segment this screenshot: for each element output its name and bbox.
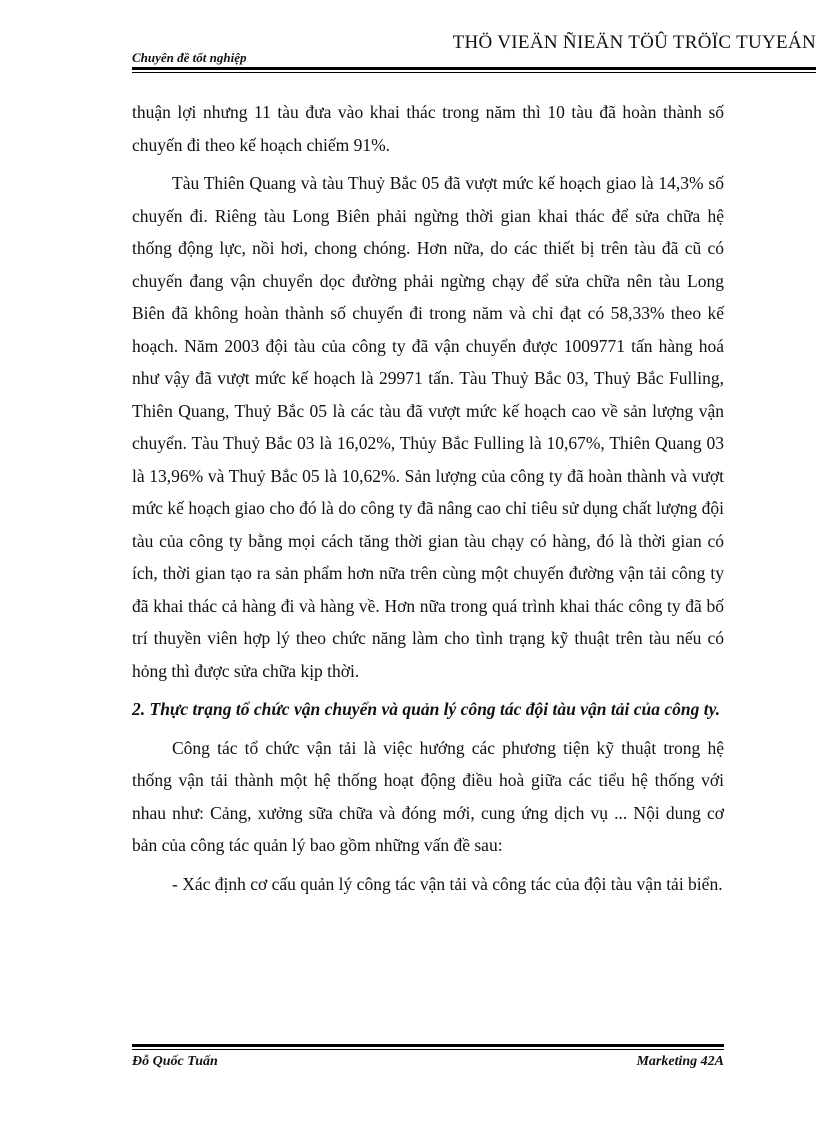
footer-rule: [132, 1044, 724, 1047]
footer-rule-thin: [132, 1049, 724, 1050]
document-body: [132, 96, 724, 906]
header-rule-thin: [132, 72, 816, 73]
body-paragraph: thuận lợi nhưng 11 tàu đưa vào khai thác trong năm thì 10 tàu đã hoàn thành số chuyến đi theo kế hoạch chiếm 91%.: [132, 102, 724, 155]
body-paragraph: Tàu Thiên Quang và tàu Thuỷ Bắc 05 đã vượt mức kế hoạch giao là 14,3% số chuyến đi. Riêng tàu Long Biên phải ngừng thời gian khai thác để sửa chữa hệ thống động lực, nồi hơi, chong chóng. Hơn nữa, do các thiết bị trên tàu đã cũ có chuyến đang vận chuyển dọc đường phải ngừng chạy để sửa chữa nên tàu Long Biên đã không hoàn thành số chuyến đi trong năm và chỉ đạt có 58,33% theo kế hoạch. Năm 2003 đội tàu của công ty đã vận chuyển được 1009771 tấn hàng hoá như vậy đã vượt mức kế hoạch là 29971 tấn. Tàu Thuỷ Bắc 03, Thuỷ Bắc Fulling, Thiên Quang, Thuỷ Bắc 05 là các tàu đã vượt mức kế hoạch cao về sản lượng vận chuyển. Tàu Thuỷ Bắc 03 là 16,02%, Thủy Bắc Fulling là 10,67%, Thiên Quang 03 là 13,96% và Thuỷ Bắc 05 là 10,62%. Sản lượng của công ty đã hoàn thành và vượt mức kế hoạch giao cho đó là do công ty đã nâng cao chỉ tiêu sử dụng chất lượng đội tàu của công ty bằng mọi cách tăng thời gian tàu chạy có hàng, đó là thời gian có ích, thời gian tạo ra sản phẩm hơn nữa trên cùng một chuyến đường vận tải công ty đã khai thác cả hàng đi và hàng về. Hơn nữa trong quá trình khai thác công ty đã bố trí thuyền viên hợp lý theo chức năng làm cho tình trạng kỹ thuật trên tàu nếu có hỏng thì được sửa chữa kịp thời.: [132, 173, 724, 681]
header-library-name: THÖ VIEÄN ÑIEÄN TÖÛ TRÖÏC TUYEÁN: [452, 32, 816, 53]
body-paragraph: Công tác tổ chức vận tải là việc hướng các phương tiện kỹ thuật trong hệ thống vận tải thành một hệ thống hoạt động điều hoà giữa các tiểu hệ thống với nhau như: Cảng, xưởng sữa chữa và đóng mới, cung ứng dịch vụ ... Nội dung cơ bản của công tác quản lý bao gồm những vấn đề sau:: [132, 737, 724, 855]
body-paragraph: - Xác định cơ cấu quản lý công tác vận tải và công tác của đội tàu vận tải biển.: [172, 873, 723, 894]
section-heading: 2. Thực trạng tổ chức vận chuyển và quản lý công tác đội tàu vận tải của công ty.: [132, 699, 721, 719]
footer-class: Marketing 42A: [636, 1054, 724, 1069]
header-title: Chuyên đề tốt nghiệp: [132, 50, 247, 65]
header-rule: [132, 67, 816, 70]
footer-author: Đỗ Quốc Tuấn: [132, 1054, 218, 1069]
